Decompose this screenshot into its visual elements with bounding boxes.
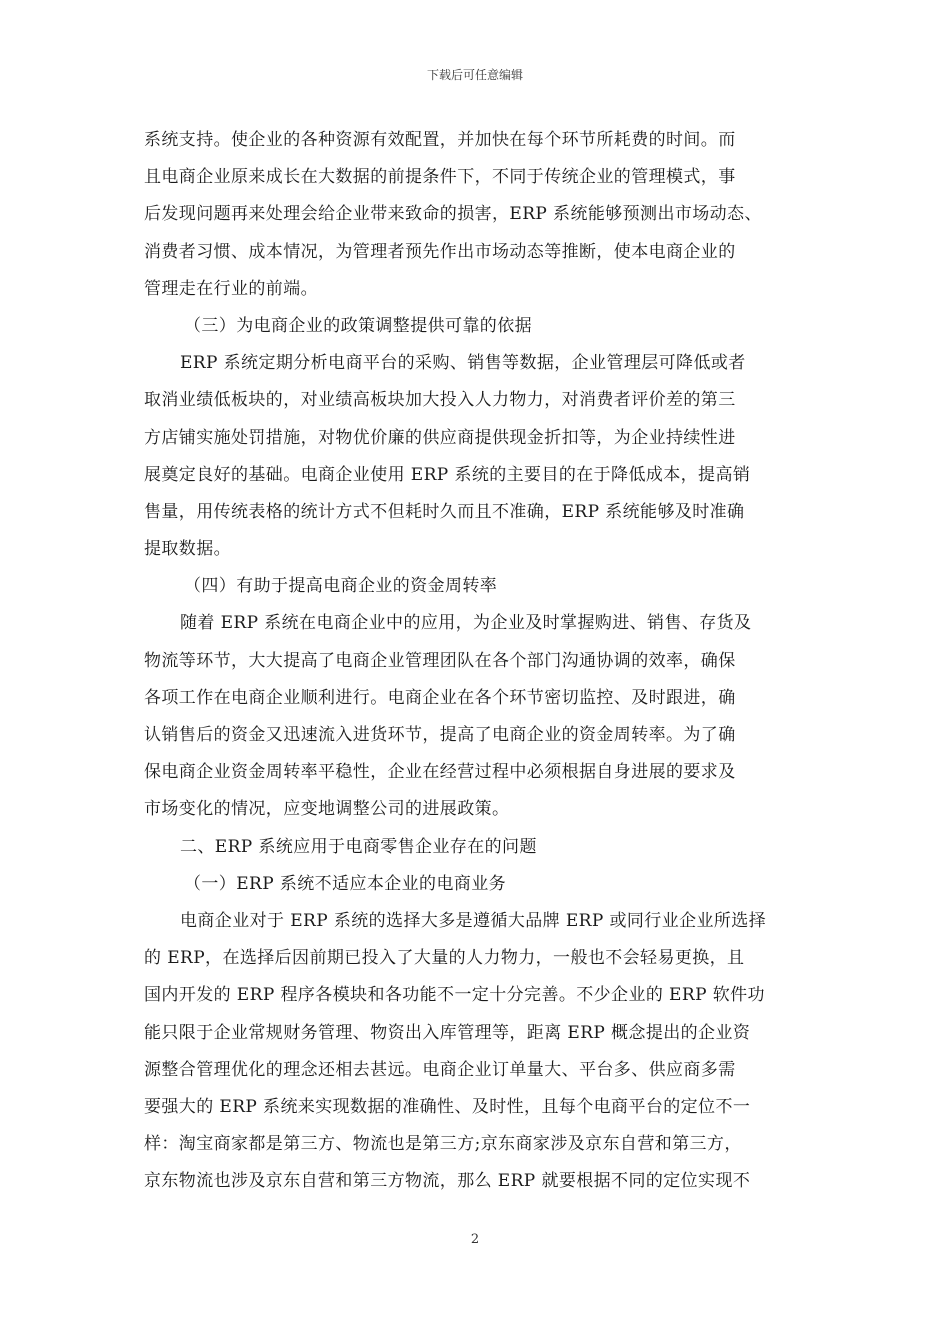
page-header: 下载后可任意编辑 (426, 68, 523, 82)
paragraph-first-line: ERP 系统定期分析电商平台的采购、销售等数据，企业管理层可降低或者 (180, 353, 746, 374)
body-line: 各项工作在电商企业顺利进行。电商企业在各个环节密切监控、及时跟进，确 (144, 687, 736, 708)
body-line: 系统支持。使企业的各种资源有效配置，并加快在每个环节所耗费的时间。而 (144, 130, 736, 150)
paragraph-first-line: 随着 ERP 系统在电商企业中的应用，为企业及时掌握购进、销售、存货及 (180, 613, 752, 634)
body-line: 的 ERP，在选择后因前期已投入了大量的人力物力，一般也不会轻易更换，且 (144, 948, 745, 969)
body-line: 消费者习惯、成本情况，为管理者预先作出市场动态等推断，使本电商企业的 (144, 241, 736, 262)
body-line: 展奠定良好的基础。电商企业使用 ERP 系统的主要目的在于降低成本，提高销 (144, 464, 751, 485)
body-line: 后发现问题再来处理会给企业带来致命的损害，ERP 系统能够预测出市场动态、 (144, 204, 762, 225)
page-number: 2 (470, 1232, 480, 1247)
body-line: 国内开发的 ERP 程序各模块和各功能不一定十分完善。不少企业的 ERP 软件功 (144, 985, 765, 1006)
body-line: 保电商企业资金周转率平稳性，企业在经营过程中必须根据自身进展的要求及 (144, 762, 736, 783)
body-line: 售量，用传统表格的统计方式不但耗时久而且不准确，ERP 系统能够及时准确 (144, 501, 745, 522)
body-line: 提取数据。 (144, 539, 231, 560)
body-line: 取消业绩低板块的，对业绩高板块加大投入人力物力，对消费者评价差的第三 (144, 390, 736, 411)
body-line: 且电商企业原来成长在大数据的前提条件下，不同于传统企业的管理模式，事 (144, 167, 736, 188)
body-line: 管理走在行业的前端。 (144, 278, 318, 299)
section-heading: （一）ERP 系统不适应本企业的电商业务 (184, 873, 507, 894)
chapter-heading: 二、ERP 系统应用于电商零售企业存在的问题 (180, 836, 537, 857)
body-line: 要强大的 ERP 系统来实现数据的准确性、及时性，且每个电商平台的定位不一 (144, 1096, 751, 1117)
body-line: 市场变化的情况，应变地调整公司的进展政策。 (144, 799, 510, 820)
section-heading: （三）为电商企业的政策调整提供可靠的依据 (184, 315, 532, 336)
document-body (144, 122, 812, 1200)
body-line: 样：淘宝商家都是第三方、物流也是第三方;京东商家涉及京东自营和第三方， (144, 1134, 742, 1155)
section-heading: （四）有助于提高电商企业的资金周转率 (184, 576, 498, 597)
body-line: 京东物流也涉及京东自营和第三方物流，那么 ERP 就要根据不同的定位实现不 (144, 1171, 751, 1192)
body-line: 源整合管理优化的理念还相去甚远。电商企业订单量大、平台多、供应商多需 (144, 1059, 736, 1080)
body-line: 方店铺实施处罚措施，对物优价廉的供应商提供现金折扣等，为企业持续性进 (144, 427, 736, 448)
body-line: 物流等环节，大大提高了电商企业管理团队在各个部门沟通协调的效率，确保 (144, 650, 736, 671)
body-line: 能只限于企业常规财务管理、物资出入库管理等，距离 ERP 概念提出的企业资 (144, 1022, 751, 1043)
paragraph-first-line: 电商企业对于 ERP 系统的选择大多是遵循大品牌 ERP 或同行业企业所选择 (180, 910, 767, 931)
body-line: 认销售后的资金又迅速流入进货环节，提高了电商企业的资金周转率。为了确 (144, 725, 736, 745)
